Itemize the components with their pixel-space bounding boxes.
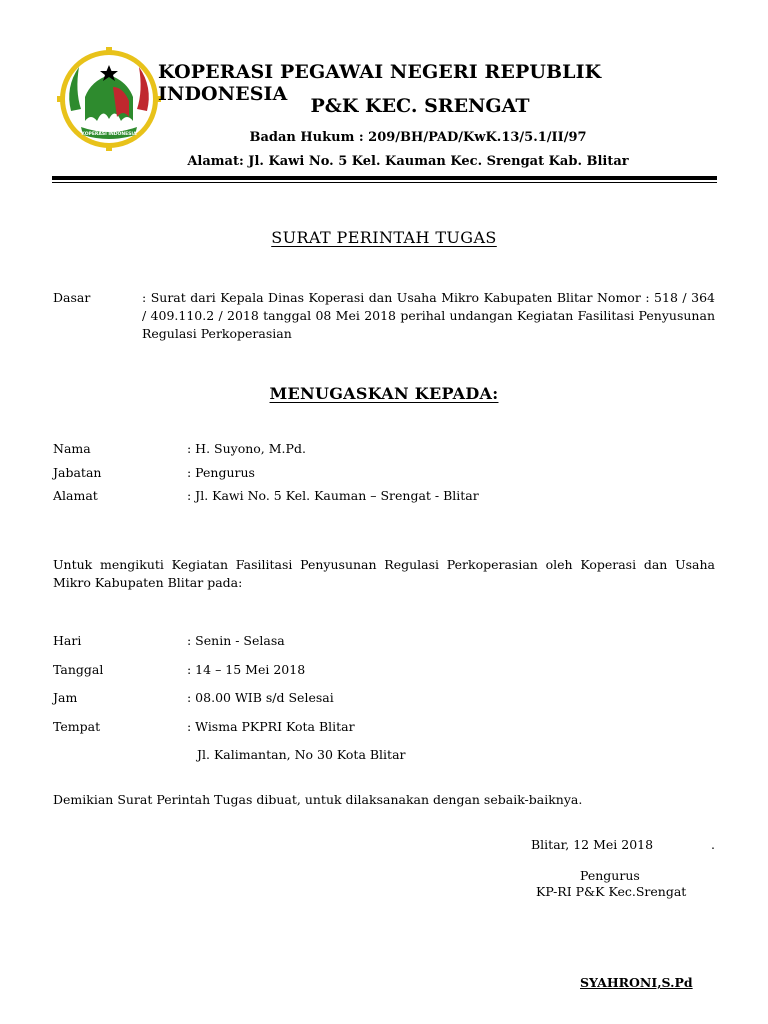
organization-name: KOPERASI PEGAWAI NEGERI REPUBLIK INDONESIA [158,61,602,105]
logo-banner-text: KOPERASI INDONESIA [81,132,137,137]
person-address-label: Alamat [53,488,98,503]
purpose-paragraph: Untuk mengikuti Kegiatan Fasilitasi Penyusunan Regulasi Perkoperasian oleh Koperasi dan Usaha Mikro Kabupaten Blitar pada: [53,557,715,590]
person-position-label: Jabatan [53,465,102,480]
letter-title-text: SURAT PERINTAH TUGAS [271,228,497,247]
dasar-text: : Surat dari Kepala Dinas Koperasi dan Usaha Mikro Kabupaten Blitar Nomor : 518 / 364 / 409.110.2 / 2018 tanggal 08 Mei 2018 perihal undangan Kegiatan Fasilitasi Penyusunan Regulasi Perkoperasian [142,290,715,341]
sign-organization: KP-RI P&K Kec.Srengat [536,884,687,899]
schedule-place-line2: Jl. Kalimantan, No 30 Kota Blitar [197,747,406,762]
organization-address: Alamat: Jl. Kawi No. 5 Kel. Kauman Kec. Srengat Kab. Blitar [187,154,629,169]
date-place: Blitar, 12 Mei 2018 [531,837,654,852]
schedule-time-value: : 08.00 WIB s/d Selesai [187,690,334,705]
schedule-date-value: : 14 – 15 Mei 2018 [187,662,306,677]
dasar-label: Dasar [53,290,91,305]
assign-title [0,384,768,403]
schedule-day-value: : Senin - Selasa [187,633,285,648]
signer-name: SYAHRONI,S.Pd [580,975,693,990]
header-divider-thick [52,176,717,180]
schedule-date-label: Tanggal [53,662,104,677]
person-name-label: Nama [53,441,91,456]
person-position-value: : Pengurus [187,465,255,480]
person-address-value: : Jl. Kawi No. 5 Kel. Kauman – Srengat - Blitar [187,488,479,503]
schedule-place-value: : Wisma PKPRI Kota Blitar [187,719,355,734]
assign-title-text: MENUGASKAN KEPADA: [269,384,499,403]
date-dot: . [711,837,715,852]
legal-number: Badan Hukum : 209/BH/PAD/KwK.13/5.1/II/97 [249,130,587,145]
sign-role: Pengurus [580,868,640,883]
header-divider-thin [52,182,717,183]
schedule-day-label: Hari [53,633,82,648]
organization-branch: P&K KEC. SRENGAT [310,95,530,117]
person-name-value: : H. Suyono, M.Pd. [187,441,306,456]
closing-sentence: Demikian Surat Perintah Tugas dibuat, untuk dilaksanakan dengan sebaik-baiknya. [53,792,583,807]
schedule-time-label: Jam [53,690,78,705]
schedule-place-label: Tempat [53,719,101,734]
letter-title [0,228,768,247]
